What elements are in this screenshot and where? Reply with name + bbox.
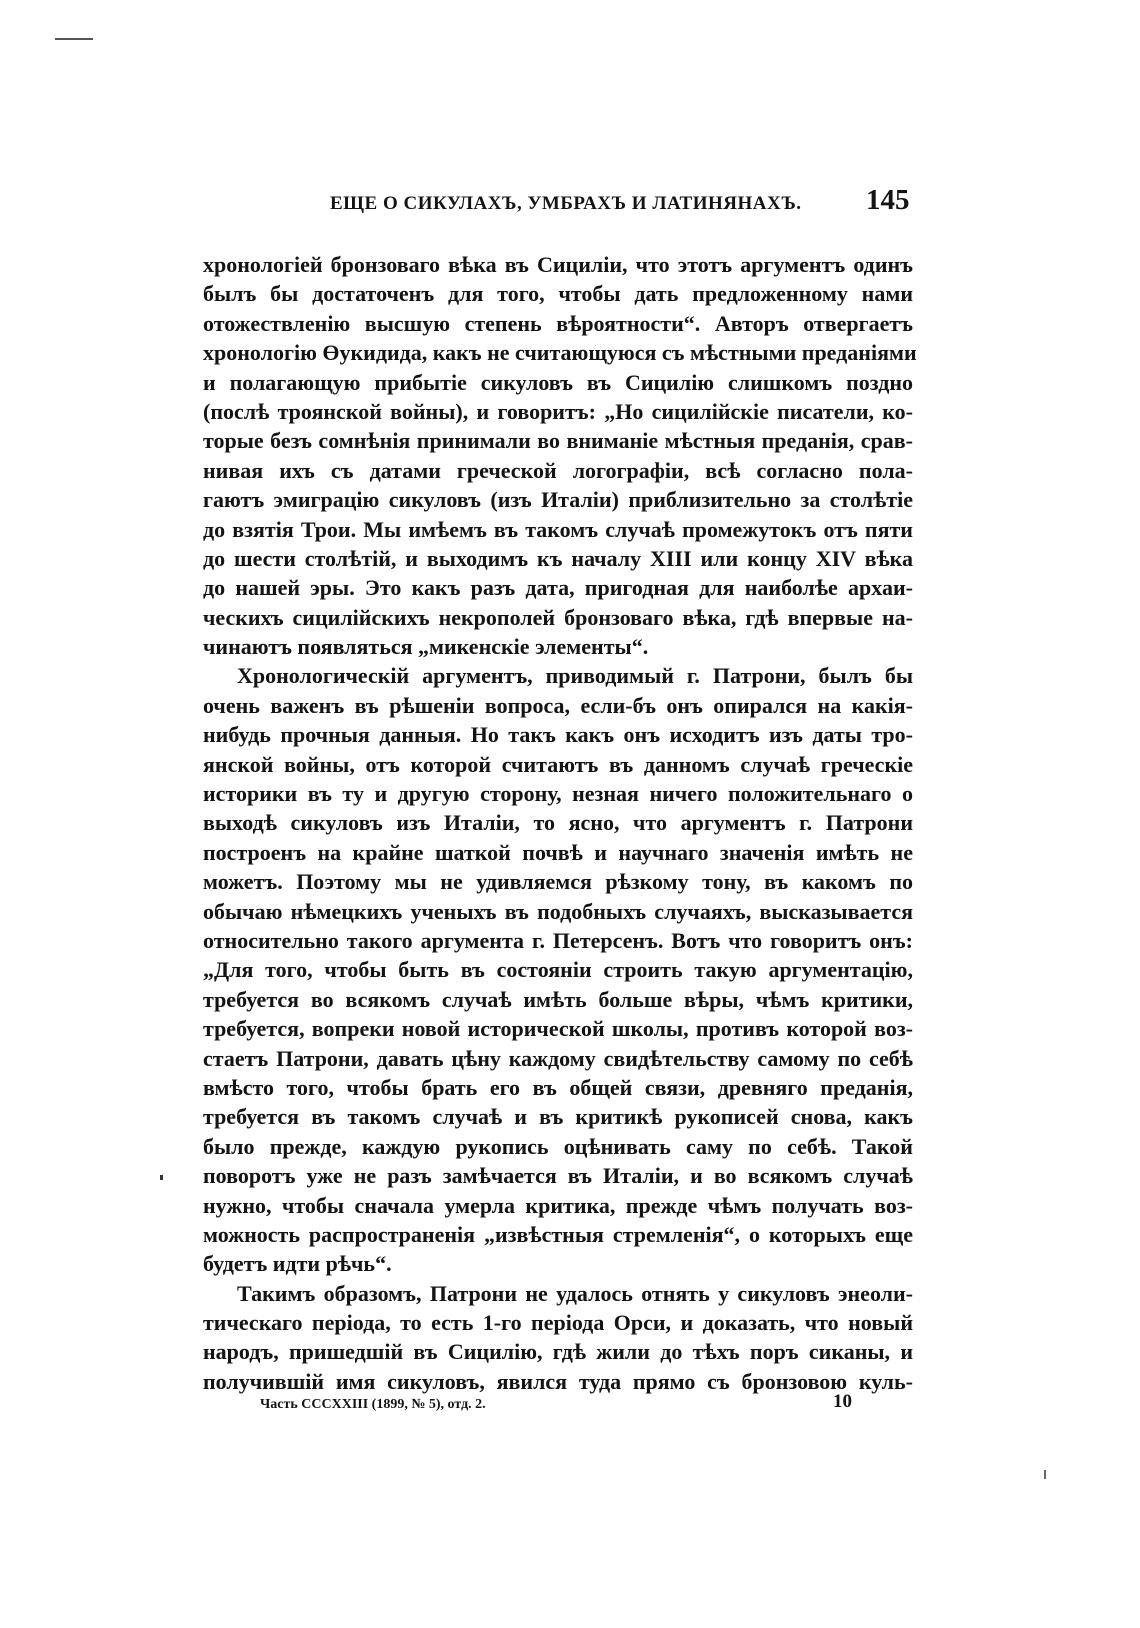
text-line: тическаго періода, то есть 1-го періода Орси, и доказать, что новый xyxy=(203,1310,913,1336)
text-line: ческихъ сицилійскихъ некрополей бронзоваго вѣка, гдѣ впервые на- xyxy=(203,604,913,630)
text-line: хронологію Өукидида, какъ не считающуюся съ мѣстными преданіями xyxy=(203,340,917,366)
page-number: 145 xyxy=(866,184,910,216)
running-head: ЕЩЕ О СИКУЛАХЪ, УМБРАХЪ И ЛАТИНЯНАХЪ. xyxy=(330,193,802,214)
footer-signature: Часть CCCXXIII (1899, № 5), отд. 2. xyxy=(260,1397,486,1412)
text-line: можетъ. Поэтому мы не удивляемся рѣзкому тону, въ какомъ по xyxy=(203,869,913,895)
footer-sheet-number: 10 xyxy=(833,1391,852,1412)
text-line: гаютъ эмиграцію сикуловъ (изъ Италіи) приблизительно за столѣтіе xyxy=(203,487,913,513)
paragraph-start-line: Хронологическій аргументъ, приводимый г. Патрони, былъ бы xyxy=(237,663,913,689)
text-line: былъ бы достаточенъ для того, чтобы дать предложенному нами xyxy=(203,281,913,307)
text-line: стаетъ Патрони, давать цѣну каждому свидѣтельству самому по себѣ xyxy=(203,1045,913,1071)
text-line: поворотъ уже не разъ замѣчается въ Италіи, и во всякомъ случаѣ xyxy=(203,1163,913,1189)
text-line: нужно, чтобы сначала умерла критика, прежде чѣмъ получать воз- xyxy=(203,1192,913,1218)
text-line: чинаютъ появляться „микенскіе элементы“. xyxy=(203,634,649,660)
body-text xyxy=(203,250,917,1396)
text-line: очень важенъ въ рѣшеніи вопроса, если-бъ онъ опирался на какія- xyxy=(203,692,913,718)
text-line: до нашей эры. Это какъ разъ дата, пригодная для наиболѣе архаи- xyxy=(203,575,913,601)
text-line: „Для того, чтобы быть въ состояніи строить такую аргументацію, xyxy=(203,957,913,983)
text-line: хронологіей бронзоваго вѣка въ Сициліи, что этотъ аргументъ одинъ xyxy=(203,252,913,277)
page-edge-rule xyxy=(55,38,93,40)
text-line: построенъ на крайне шаткой почвѣ и научнаго значенія имѣть не xyxy=(203,839,913,865)
text-line: было прежде, каждую рукопись оцѣнивать саму по себѣ. Такой xyxy=(203,1133,913,1159)
text-line: вмѣсто того, чтобы брать его въ общей связи, древняго преданія, xyxy=(203,1074,913,1100)
text-line: торые безъ сомнѣнія принимали во вниманіе мѣстныя преданія, срав- xyxy=(203,428,913,454)
text-line: историки въ ту и другую сторону, незная ничего положительнаго о xyxy=(203,781,913,807)
text-line: нивая ихъ съ датами греческой логографіи, всѣ согласно пола- xyxy=(203,457,913,483)
paragraph-start-line: Такимъ образомъ, Патрони не удалось отнять у сикуловъ энеоли- xyxy=(237,1280,913,1306)
text-line: (послѣ троянской войны), и говоритъ: „Но сицилійскіе писатели, ко- xyxy=(203,398,913,424)
text-line: получившій имя сикуловъ, явился туда прямо съ бронзовою куль- xyxy=(203,1368,913,1394)
text-line: нибудь прочныя данныя. Но такъ какъ онъ исходитъ изъ даты тро- xyxy=(203,722,913,748)
text-line: относительно такого аргумента г. Петерсенъ. Вотъ что говоритъ онъ: xyxy=(203,927,913,953)
text-line: выходѣ сикуловъ изъ Италіи, то ясно, что аргументъ г. Патрони xyxy=(203,810,913,836)
text-line: отожествленію высшую степень вѣроятности“. Авторъ отвергаетъ xyxy=(203,310,913,336)
margin-speck xyxy=(1044,1470,1046,1479)
text-line: и полагающую прибытіе сикуловъ въ Сицилію слишкомъ поздно xyxy=(203,369,913,395)
text-line: янской войны, отъ которой считаютъ въ данномъ случаѣ греческіе xyxy=(203,751,913,777)
text-line: народъ, пришедшій въ Сицилію, гдѣ жили до тѣхъ поръ сиканы, и xyxy=(203,1339,913,1365)
text-line: можность распространенія „извѣстныя стремленія“, о которыхъ еще xyxy=(203,1221,913,1247)
text-line: требуется, вопреки новой исторической школы, противъ которой воз- xyxy=(203,1016,913,1042)
text-line: требуется въ такомъ случаѣ и въ критикѣ рукописей снова, какъ xyxy=(203,1104,913,1130)
text-line: требуется во всякомъ случаѣ имѣть больше вѣры, чѣмъ критики, xyxy=(203,986,913,1012)
text-line: до шести столѣтій, и выходимъ къ началу XIII или концу XIV вѣка xyxy=(203,545,913,571)
text-line: будетъ идти рѣчь“. xyxy=(203,1251,392,1277)
text-line: обычаю нѣмецкихъ ученыхъ въ подобныхъ случаяхъ, высказывается xyxy=(203,898,913,924)
margin-speck xyxy=(160,1175,163,1180)
text-line: до взятія Трои. Мы имѣемъ въ такомъ случаѣ промежутокъ отъ пяти xyxy=(203,516,913,542)
